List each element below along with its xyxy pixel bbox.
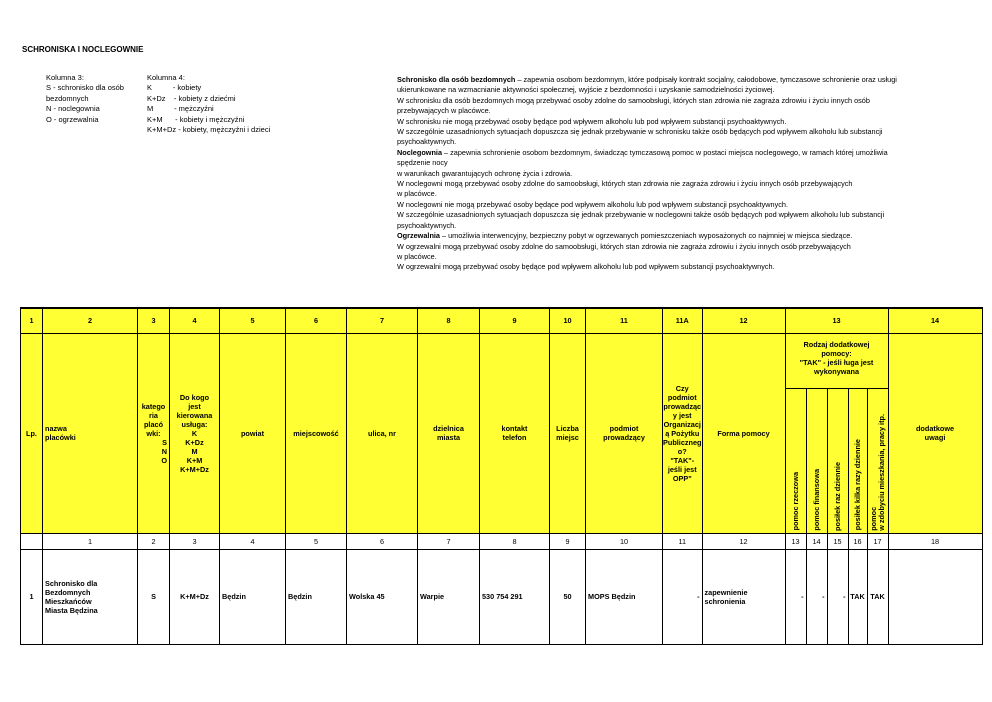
header-line: "TAK"- (670, 455, 695, 465)
column-number: 13 (785, 533, 806, 549)
header-posilek-kilka (848, 388, 867, 533)
definition-text: W schronisku dla osób bezdomnych mogą przebywać osoby zdolne do samoobsługi, których stan zdrowia nie zagraża zdrowiu i życiu innych osób (397, 95, 870, 105)
cell-liczba: 50 (550, 549, 586, 644)
header-line: kontakt (501, 424, 528, 433)
cell-pomoc-rzeczowa: - (785, 549, 806, 644)
definition-text: W schronisku nie mogą przebywać osoby będące pod wpływem alkoholu lub pod wpływem substancji psychoaktywnych. (397, 116, 787, 126)
column-number: 1 (43, 533, 138, 549)
header-line: ą Pożytku (665, 428, 700, 438)
legend-line: M - mężczyźni (147, 104, 214, 114)
header-ulica: ulica, nr (347, 333, 418, 533)
column-number: 17 (867, 533, 888, 549)
header-posilek-raz (827, 388, 848, 533)
header-line: Organizacj (663, 419, 701, 429)
definition-text: spędzenie nocy (397, 158, 448, 168)
column-number: 11 (663, 533, 703, 549)
definition-text: – zapewnia schronienie osobom bezdomnym, świadcząc tymczasową pomoc w postaci miejsca noclegowego, w ramach której umożliwia (442, 147, 888, 157)
header-number: 5 (220, 308, 286, 333)
cell-ulica: Wolska 45 (347, 549, 418, 644)
header-line: K+M (186, 455, 203, 465)
cell-posilek-kilka: TAK (848, 549, 867, 644)
header-number: 14 (888, 308, 982, 333)
header-line: pomoc rzeczowa (790, 472, 800, 531)
header-line: miejsc (556, 433, 579, 442)
cell-powiat: Będzin (220, 549, 286, 644)
legend-line: K+Dz - kobiety z dziećmi (147, 93, 236, 103)
legend-line: O - ogrzewalnia (46, 114, 99, 124)
column-number (21, 533, 43, 549)
definition-text: przebywających w placówce. (397, 106, 491, 116)
legend-column-4 (147, 73, 270, 135)
cell-line: Bezdomnych (45, 587, 91, 597)
header-pomoc-mieszkanie (867, 388, 888, 533)
header-line: prowadzący (603, 433, 645, 442)
header-line: N (161, 446, 167, 456)
header-number: 8 (418, 308, 480, 333)
legend-heading: Kolumna 4: (147, 73, 185, 82)
cell-miejscowosc: Będzin (286, 549, 347, 644)
definition-text: – zapewnia osobom bezdomnym, które podpisały kontrakt socjalny, całodobowe, tymczasowe schronienie oraz usługi (515, 75, 897, 84)
header-line: OPP" (672, 473, 692, 483)
definition-text: ukierunkowane na wzmacnianie aktywności społecznej, wyjście z bezdomności i uzyskanie samodzielności życiowej. (397, 85, 775, 95)
cell-podmiot: MOPS Będzin (586, 549, 663, 644)
header-dodatkowe (888, 333, 982, 533)
cell-line: Miasta Będzina (45, 605, 98, 615)
definition-text: – umożliwia interwencyjny, bezpieczny pobyt w ogrzewanych pomieszczeniach wyposażonych co najmniej w miejsca siedzące. (439, 231, 853, 241)
column-number: 15 (827, 533, 848, 549)
header-line: placó (143, 419, 164, 429)
definitions-text (397, 75, 957, 273)
header-line: kierowana (176, 410, 213, 420)
cell-dzielnica: Warpie (418, 549, 480, 644)
definition-text: W ogrzewalni mogą przebywać osoby będące pod wpływem alkoholu lub pod wpływem substancji psychoaktywnych. (397, 262, 775, 272)
header-line: placówki (45, 433, 76, 442)
header-lp: Lp. (21, 333, 43, 533)
header-line: usługa: (181, 419, 208, 429)
header-number: 13 (785, 308, 888, 333)
header-miejscowosc: miejscowość (286, 333, 347, 533)
header-kontakt (480, 333, 550, 533)
legend-line: K+M - kobiety i mężczyźni (147, 114, 245, 124)
header-line: wykonywana (814, 366, 860, 376)
header-line: podmiot (667, 392, 697, 402)
column-number: 12 (702, 533, 785, 549)
header-line: y jest (672, 410, 692, 420)
column-number: 10 (586, 533, 663, 549)
definition-text: W szczególnie uzasadnionych sytuacjach dopuszcza się jednak przebywanie w noclegowni także osób będących pod wpływem alkoholu lub substancji (397, 210, 885, 220)
legend-heading: Kolumna 3: (46, 73, 84, 82)
definition-term: Schronisko dla osób bezdomnych (397, 75, 516, 84)
header-number-row (21, 308, 983, 333)
legend-line: K+M+Dz - kobiety, mężczyźni i dzieci (147, 125, 271, 135)
cell-forma (702, 549, 785, 644)
header-number: 6 (286, 308, 347, 333)
header-liczba (550, 333, 586, 533)
definition-text: W ogrzewalni mogą przebywać osoby zdolne do samoobsługi, których stan zdrowia nie zagraża zdrowiu i życiu innych osób przebywających (397, 241, 851, 251)
header-line: posiłek raz dziennie (832, 461, 842, 531)
cell-dodatkowe (888, 549, 982, 644)
header-number: 11A (663, 308, 703, 333)
column-number: 9 (550, 533, 586, 549)
header-number: 3 (138, 308, 170, 333)
column-number: 14 (806, 533, 827, 549)
cell-nazwa (43, 549, 138, 644)
table-row (21, 549, 983, 644)
header-line-part: w zdobyciu mieszkania, pracy itp. (876, 413, 886, 531)
header-line: dodatkowe (915, 424, 955, 433)
header-line: O (161, 455, 167, 465)
header-powiat: powiat (220, 333, 286, 533)
column-number: 5 (286, 533, 347, 549)
header-number: 10 (550, 308, 586, 333)
header-line: "TAK" - jeśli ługa jest (799, 357, 874, 367)
header-line: podmiot (609, 424, 639, 433)
definition-text: w warunkach gwarantujących ochronę życia i zdrowia. (397, 168, 573, 178)
header-line: jest (188, 401, 201, 411)
definition-text: w placówce. (397, 189, 437, 199)
cell-pomoc-finansowa: - (806, 549, 827, 644)
cell-pomoc-mieszkanie: TAK (867, 549, 888, 644)
legend-column-3 (46, 73, 124, 125)
header-rodzaj (785, 333, 888, 388)
header-pomoc-finansowa (806, 388, 827, 533)
header-line: M (191, 446, 198, 456)
header-number: 12 (702, 308, 785, 333)
header-number: 7 (347, 308, 418, 333)
header-number: 9 (480, 308, 550, 333)
header-line: Do kogo (179, 392, 210, 402)
page-title: SCHRONISKA I NOCLEGOWNIE (22, 45, 144, 54)
header-line: S (162, 437, 167, 447)
column-number: 2 (138, 533, 170, 549)
header-pomoc-rzeczowa (785, 388, 806, 533)
cell-line: schronienia (704, 596, 746, 606)
header-line: wki: (146, 428, 161, 438)
column-number: 8 (480, 533, 550, 549)
cell-line: Mieszkańców (45, 596, 92, 606)
header-line (870, 414, 886, 531)
header-line: uwagi (924, 433, 946, 442)
header-forma: Forma pomocy (702, 333, 785, 533)
cell-opp: - (663, 549, 703, 644)
header-line: jeśli jest (667, 464, 697, 474)
header-kierowana (170, 333, 220, 533)
header-opp (663, 333, 703, 533)
column-number: 7 (418, 533, 480, 549)
definition-term: Ogrzewalnia (397, 231, 440, 241)
definition-term: Noclegownia (397, 147, 443, 157)
header-kategoria (138, 333, 170, 533)
definition-text: w placówce. (397, 251, 437, 261)
definition-text: W noclegowni nie mogą przebywać osoby będące pod wpływem alkoholu lub pod wpływem substancji psychoaktywnych. (397, 199, 788, 209)
cell-line: Schronisko dla (45, 578, 98, 588)
header-line: o? (677, 446, 687, 456)
header-line: Rodzaj dodatkowej (803, 339, 870, 349)
column-number-row (21, 533, 983, 549)
cell-kierowana: K+M+Dz (170, 549, 220, 644)
column-number: 3 (170, 533, 220, 549)
cell-kontakt: 530 754 291 (480, 549, 550, 644)
header-line: miasta (436, 433, 461, 442)
column-number: 18 (888, 533, 982, 549)
header-row (21, 333, 983, 388)
header-line: dzielnica (433, 424, 464, 433)
header-podmiot (586, 333, 663, 533)
header-line: Liczba (556, 424, 579, 433)
header-number: 11 (586, 308, 663, 333)
shelters-table (20, 307, 983, 645)
header-line: K+M+Dz (180, 464, 209, 474)
header-line: Czy (675, 383, 689, 393)
header-number: 2 (43, 308, 138, 333)
header-line: K+Dz (185, 437, 204, 447)
header-line: nazwa (45, 424, 67, 433)
header-line: Publiczneg (663, 437, 702, 447)
column-number: 16 (848, 533, 867, 549)
header-dzielnica (418, 333, 480, 533)
header-line: K (191, 428, 198, 438)
header-line: katego (141, 401, 166, 411)
definition-text: W noclegowni mogą przebywać osoby zdolne do samoobsługi, których stan zdrowia nie zagraża zdrowiu i życiu innych osób przebywających (397, 179, 853, 189)
header-line: telefon (502, 433, 527, 442)
column-number: 4 (220, 533, 286, 549)
legend-line: N - noclegownia (46, 104, 100, 114)
header-line: pomoc finansowa (811, 468, 821, 531)
definition-text: psychoaktywnych. (397, 137, 457, 147)
cell-kategoria: S (138, 549, 170, 644)
definition-text: W szczególnie uzasadnionych sytuacjach dopuszcza się jednak przebywanie w schronisku także osób będących pod wpływem alkoholu lub substancji (397, 127, 883, 137)
header-number: 4 (170, 308, 220, 333)
header-line: prowadząc (663, 401, 702, 411)
header-line: pomocy: (821, 348, 852, 358)
header-number: 1 (21, 308, 43, 333)
definition-text: psychoaktywnych. (397, 220, 457, 230)
header-line: posiłek kilka razy dziennie (852, 439, 862, 531)
cell-lp: 1 (21, 549, 43, 644)
cell-posilek-raz: - (827, 549, 848, 644)
legend-line: S - schronisko dla osób (46, 83, 124, 93)
header-line: ria (149, 410, 158, 420)
cell-line: zapewnienie (704, 587, 748, 597)
legend-line: bezdomnych (46, 93, 89, 103)
header-nazwa (43, 333, 138, 533)
column-number: 6 (347, 533, 418, 549)
legend-line: K - kobiety (147, 83, 202, 93)
header-line-part: pomoc (868, 506, 878, 531)
